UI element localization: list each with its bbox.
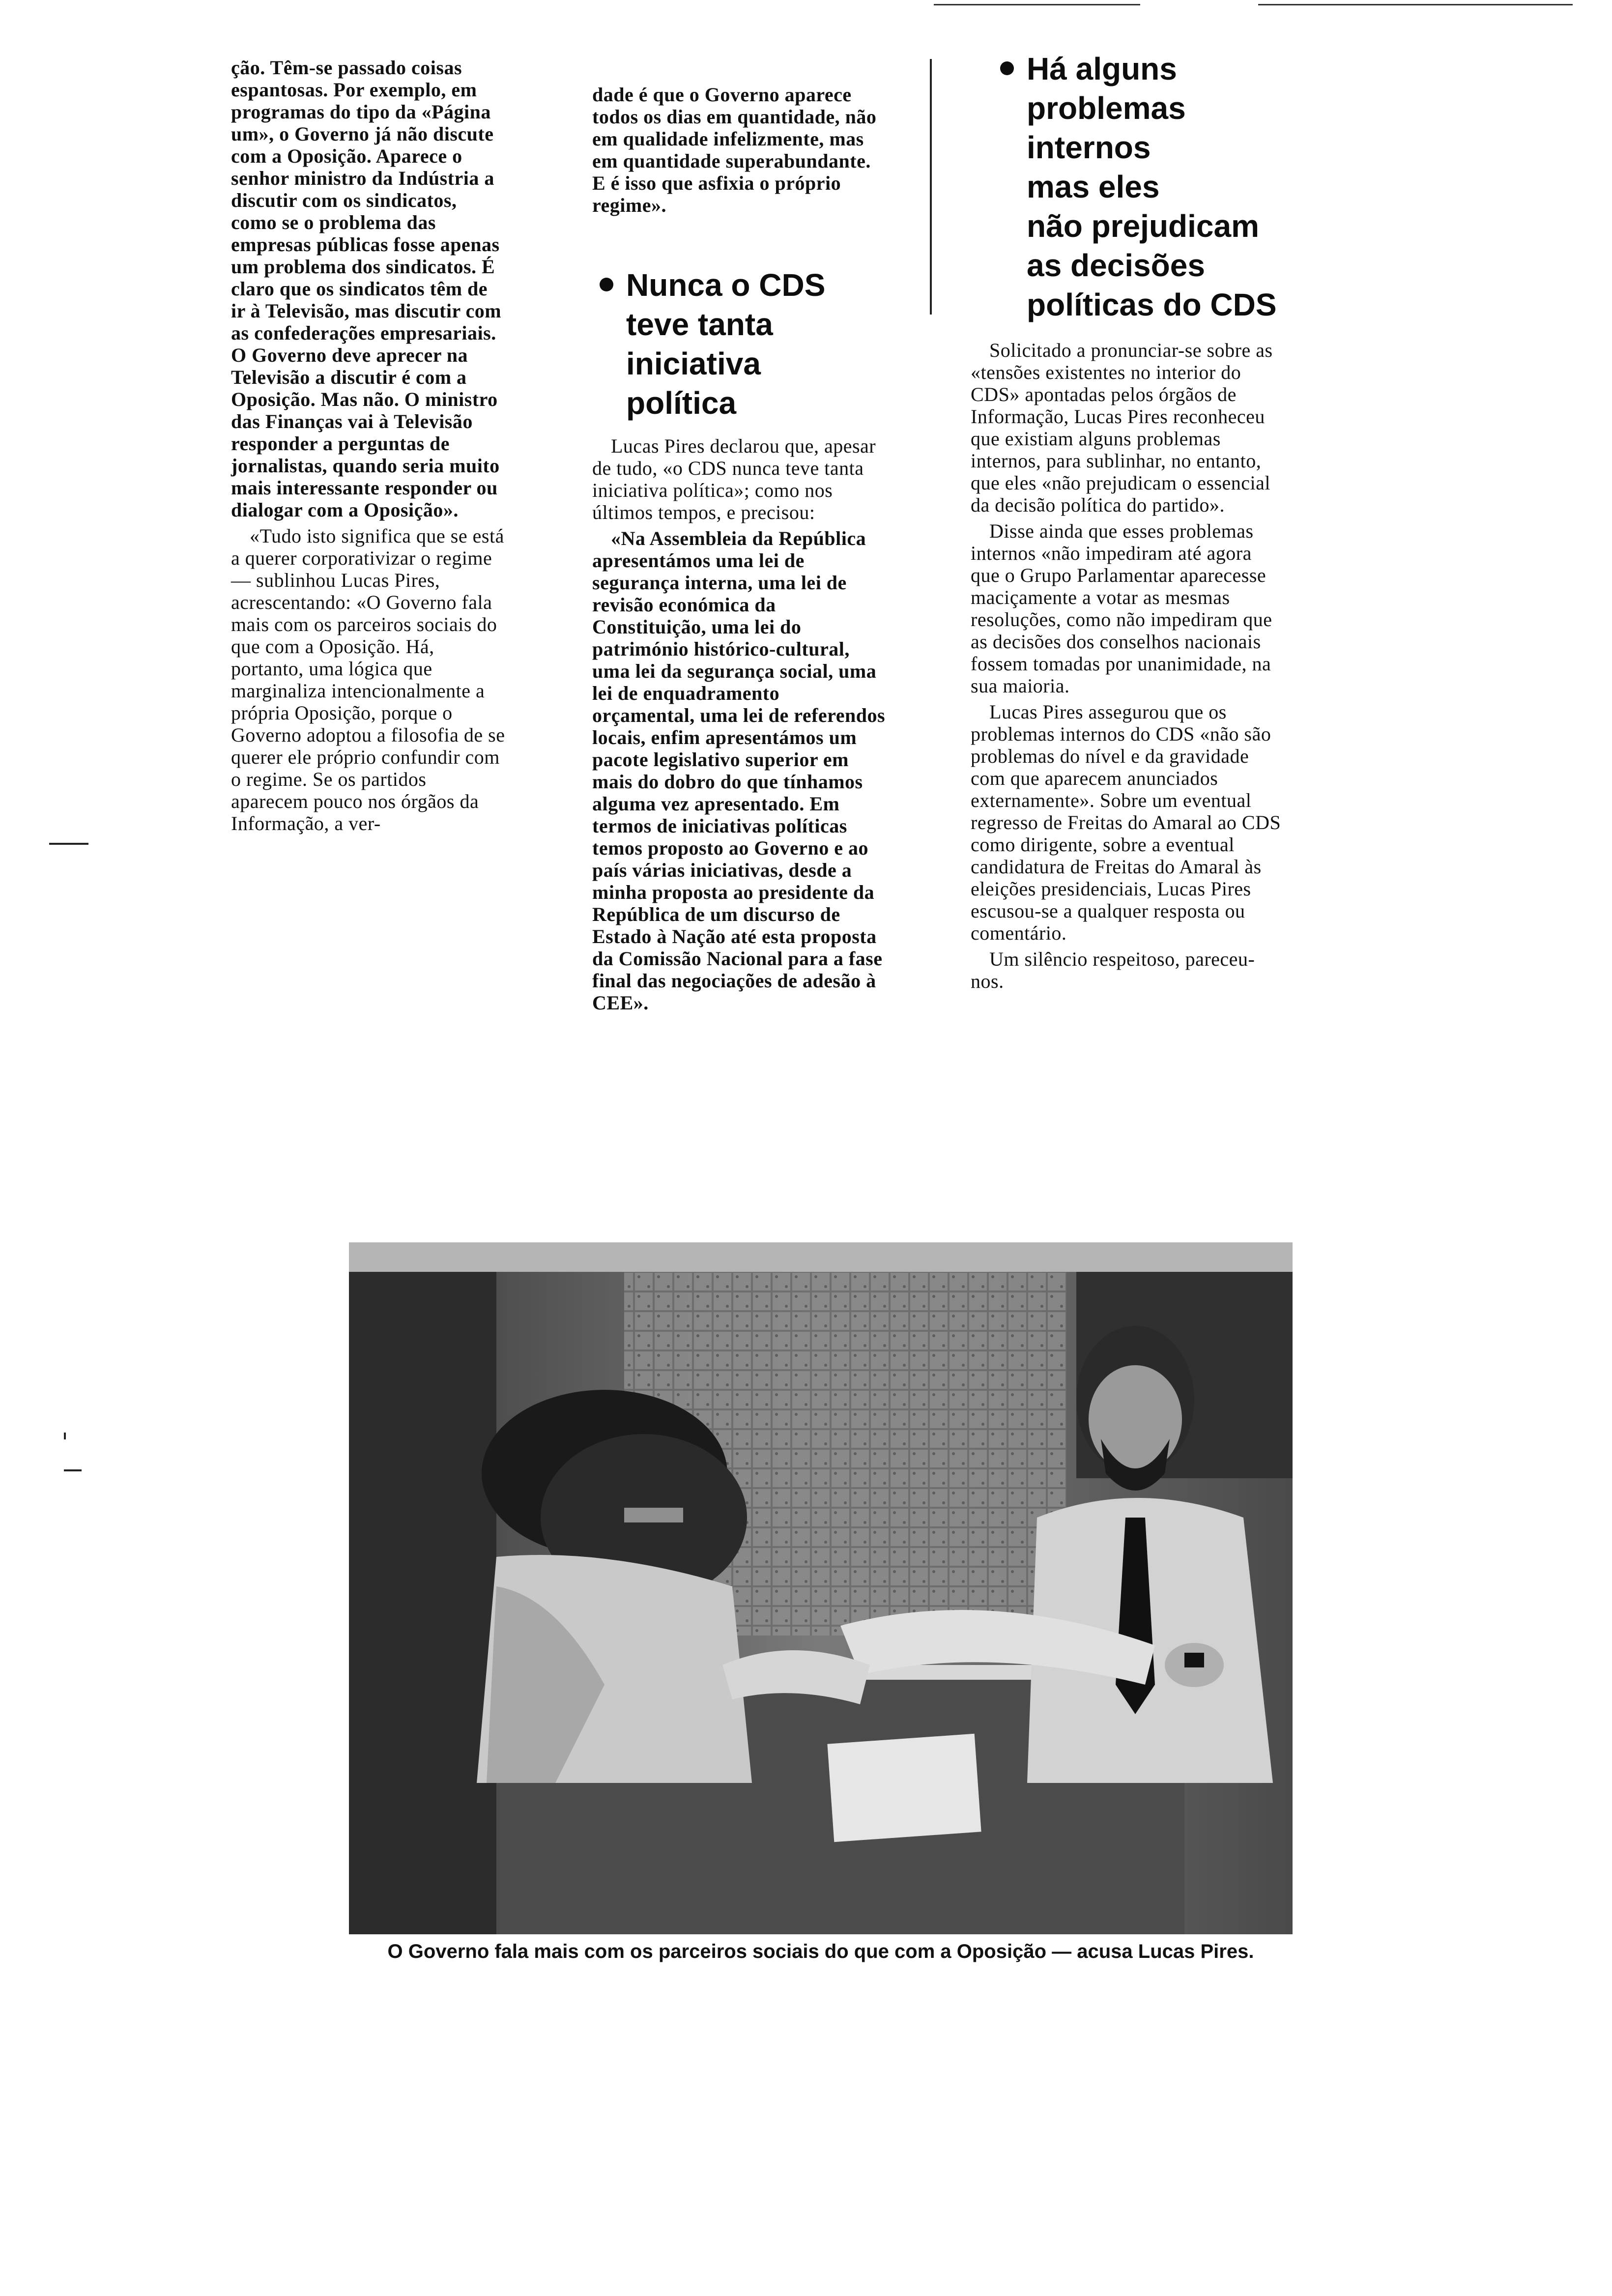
top-edge-rule-right <box>1258 4 1573 5</box>
column2-paragraph-intro: Lucas Pires declarou que, apesar de tudo, «o CDS nunca teve tanta iniciativa política»; como nos últimos tempos, e precisou: <box>592 435 876 523</box>
subhead-line: internos <box>1027 130 1151 165</box>
column3-paragraph-3: Lucas Pires assegurou que os problemas internos do CDS «não são problemas do nível e da gravidade com que aparecem anunciados externamente». Sobre um eventual regresso de Freitas do Amaral ao CDS como dirigente, sobre a eventual candidatura de Freitas do Amaral às eleições presidenciais, Lucas Pires escusou-se a qualquer resposta ou comentário. <box>971 701 1281 944</box>
article-column-2-top <box>592 84 887 220</box>
column3-paragraph-2: Disse ainda que esses problemas internos «não impediram até agora que o Grupo Parlamentar aparecesse maciçamente a votar as mesmas resoluções, como não impediram que as decisões dos conselhos nacionais fossem tomadas por unanimidade, na sua maioria. <box>971 520 1272 697</box>
scan-mark <box>49 843 88 845</box>
bullet-icon <box>1000 61 1014 75</box>
column1-paragraph-2: «Tudo isto significa que se está a querer corporativizar o regime — sublinhou Lucas Pires, acrescentando: «O Governo fala mais com os parceiros sociais do que com a Oposição. Há, portanto, uma lógica que marginaliza intencionalmente a própria Oposição, porque o Governo adoptou a filosofia de se querer ele próprio confundir com o regime. Se os partidos aparecem pouco nos órgãos da Informação, a ver- <box>231 525 505 834</box>
subhead-line: Nunca o CDS <box>626 267 826 303</box>
subhead-nunca-o-cds <box>600 265 904 423</box>
news-photo <box>349 1242 1293 1934</box>
article-column-3 <box>971 339 1285 996</box>
scan-mark <box>64 1469 82 1471</box>
subhead-line: Há alguns <box>1027 51 1177 86</box>
column1-paragraph-1: ção. Têm-se passado coisas espantosas. Por exemplo, em programas do tipo da «Página um», o Governo já não discute com a Oposição. Aparece o senhor ministro da Indústria a discutir com os sindicatos, como se o problema das empresas públicas fosse apenas um problema dos sindicatos. É claro que os sindicatos têm de ir à Televisão, mas discutir com as confederações empresariais. O Governo deve aprecer na Televisão a discutir é com a Oposição. Mas não. O ministro das Finanças vai à Televisão responder a perguntas de jornalistas, quando seria muito mais interessante responder ou dialogar com a Oposição». <box>231 57 502 521</box>
subhead-line: as decisões <box>1027 248 1205 283</box>
article-column-1 <box>231 57 506 838</box>
subhead-line: não prejudicam <box>1027 208 1259 244</box>
bullet-icon <box>600 278 613 291</box>
subhead-line: problemas <box>1027 90 1186 126</box>
column3-paragraph-1: Solicitado a pronunciar-se sobre as «tensões existentes no interior do CDS» apontadas pelos órgãos de Informação, Lucas Pires reconheceu que existiam alguns problemas internos, para sublinhar, no entanto, que eles «não prejudicam o essencial da decisão política do partido». <box>971 339 1273 516</box>
article-column-2-body <box>592 435 887 1018</box>
subhead-line: mas eles <box>1027 169 1160 204</box>
column3-paragraph-4: Um silêncio respeitoso, pareceu-nos. <box>971 948 1255 992</box>
subhead-line: política <box>626 385 737 421</box>
subhead-ha-alguns-problemas <box>1000 49 1295 324</box>
subhead-line: iniciativa <box>626 346 761 381</box>
subhead-line: teve tanta <box>626 307 773 342</box>
subhead-line: políticas do CDS <box>1027 287 1277 322</box>
photo-caption: O Governo fala mais com os parceiros sociais do que com a Oposição — acusa Lucas Pires. <box>387 1941 1254 1962</box>
column2-paragraph-top: dade é que o Governo aparece todos os dias em quantidade, não em qualidade infelizmente, mas em quantidade superabundante. E é isso que asfixia o próprio regime». <box>592 84 877 216</box>
photo-illustration <box>349 1242 1293 1934</box>
column2-paragraph-quote: «Na Assembleia da República apresentámos uma lei de segurança interna, uma lei de revisão económica da Constituição, uma lei do património histórico-cultural, uma lei da segurança social, uma lei de enquadramento orçamental, uma lei de referendos locais, enfim apresentámos um pacote legislativo superior em mais do dobro do que tínhamos alguma vez apresentado. Em termos de iniciativas políticas temos proposto ao Governo e ao país várias iniciativas, desde a minha proposta ao presidente da República de um discurso de Estado à Nação até esta proposta da Comissão Nacional para a fase final das negociações de adesão à CEE». <box>592 527 886 1014</box>
scan-mark <box>64 1433 66 1439</box>
column-divider <box>930 59 932 315</box>
top-edge-rule-left <box>934 4 1140 5</box>
